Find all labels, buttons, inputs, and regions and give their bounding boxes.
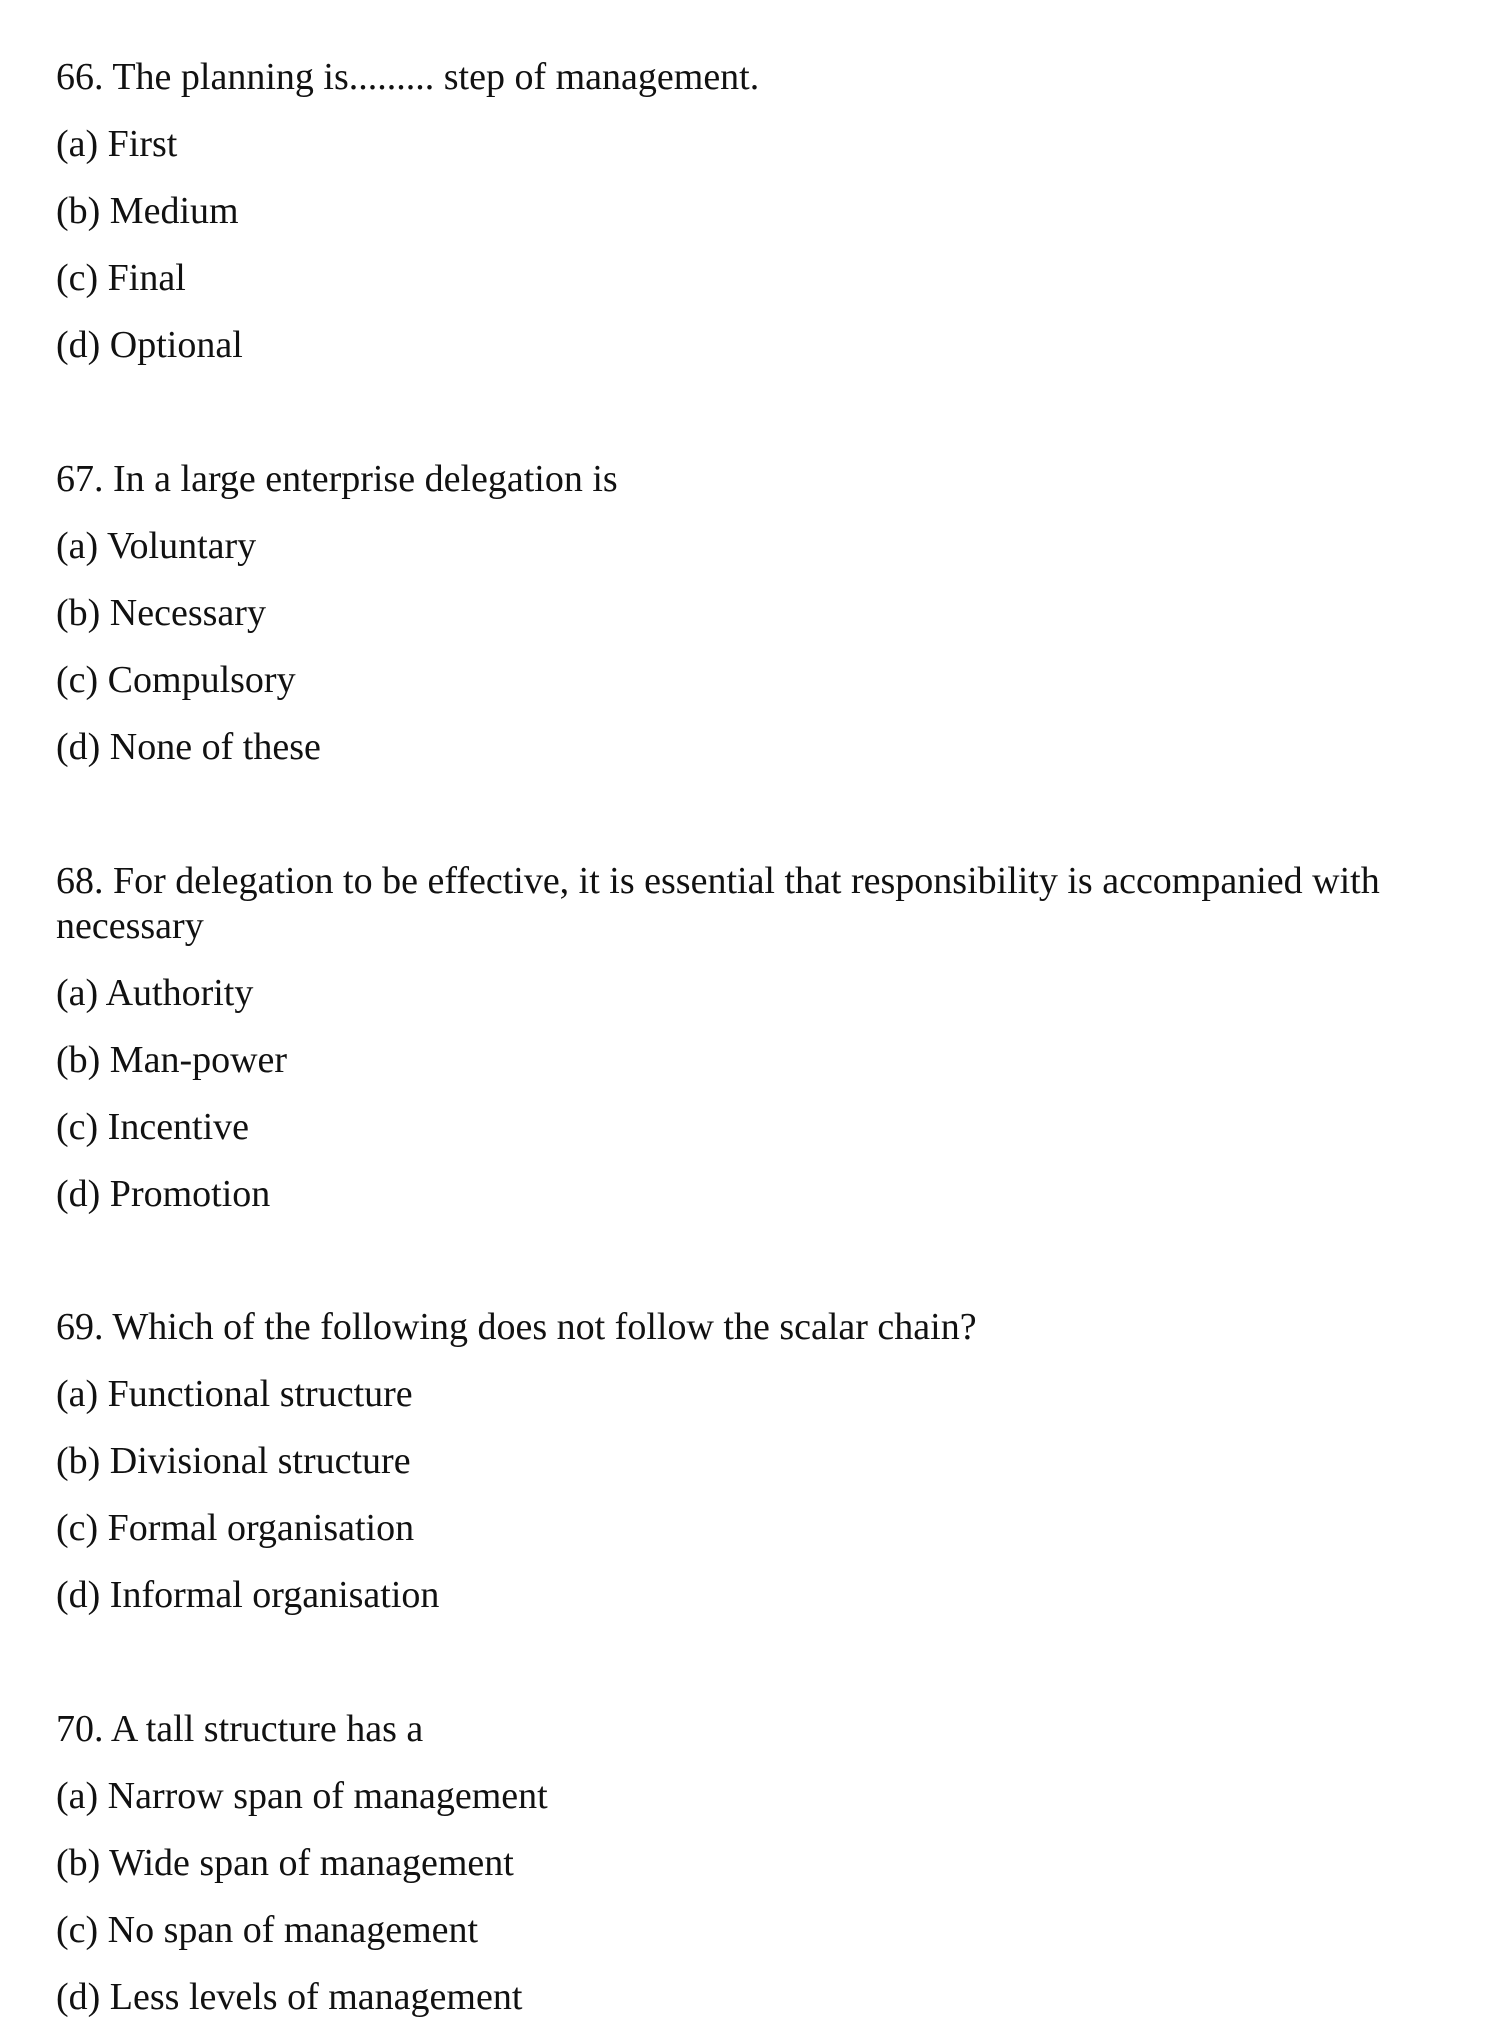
option-b: (b) Man-power (56, 1039, 288, 1081)
option-a: (a) Authority (56, 972, 254, 1014)
question-stem: 69. Which of the following does not follow the scalar chain? (56, 1306, 977, 1348)
option-a: (a) First (56, 123, 178, 165)
question-67 (56, 457, 618, 792)
option-a: (a) Narrow span of management (56, 1775, 548, 1817)
option-c: (c) Formal organisation (56, 1507, 415, 1549)
option-c: (c) Final (56, 257, 186, 299)
option-d: (d) Optional (56, 324, 243, 366)
question-70 (56, 1707, 548, 2042)
question-66 (56, 55, 759, 390)
question-stem: 66. The planning is......... step of management. (56, 56, 760, 98)
option-d: (d) Informal organisation (56, 1574, 440, 1616)
option-b: (b) Divisional structure (56, 1440, 411, 1482)
option-a: (a) Functional structure (56, 1373, 413, 1415)
option-b: (b) Necessary (56, 592, 266, 634)
question-68 (56, 859, 1436, 1239)
option-d: (d) None of these (56, 726, 321, 768)
question-stem: 67. In a large enterprise delegation is (56, 458, 618, 500)
option-b: (b) Medium (56, 190, 239, 232)
option-c: (c) Compulsory (56, 659, 296, 701)
question-stem: 70. A tall structure has a (56, 1708, 424, 1750)
option-d: (d) Promotion (56, 1173, 271, 1215)
option-a: (a) Voluntary (56, 525, 257, 567)
option-c: (c) No span of management (56, 1909, 479, 1951)
question-69 (56, 1305, 977, 1640)
option-b: (b) Wide span of management (56, 1842, 514, 1884)
option-d: (d) Less levels of management (56, 1976, 523, 2018)
option-c: (c) Incentive (56, 1106, 250, 1148)
question-stem: 68. For delegation to be effective, it is essential that responsibility is accompanied with necessary (56, 860, 1380, 947)
